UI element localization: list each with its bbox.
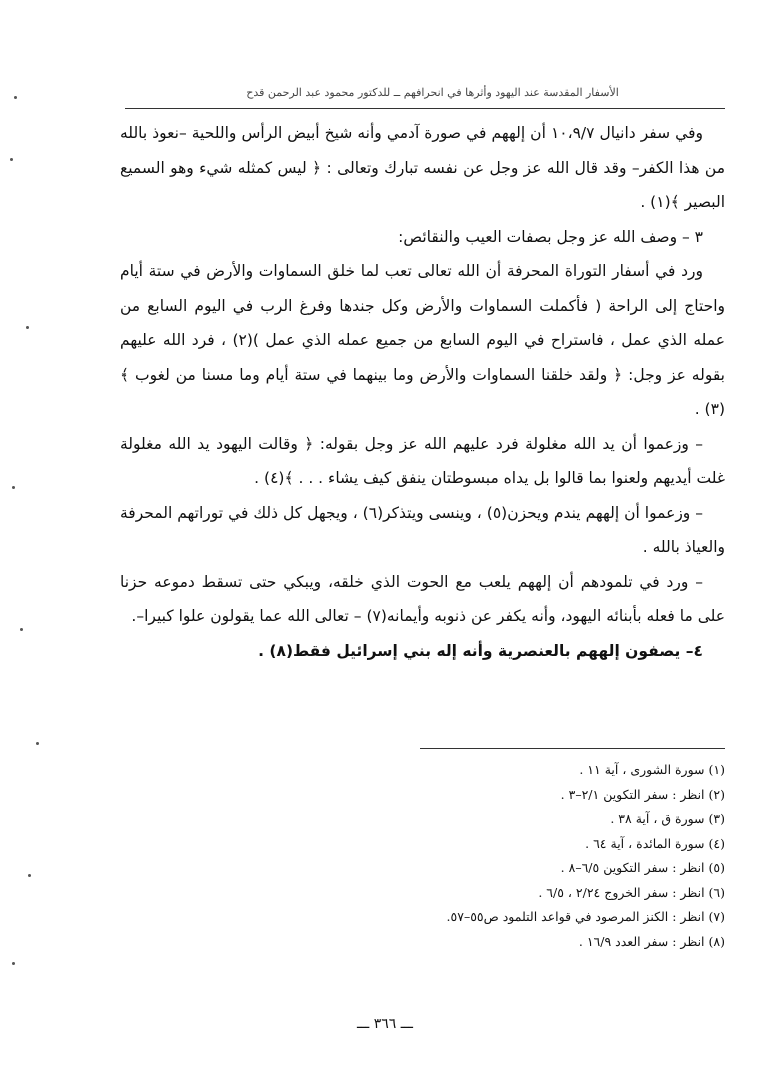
- footnote-2: (٢) انظر : سفر التكوين ٢/١–٣ .: [560, 786, 725, 802]
- footnote-4: (٤) سورة المائدة ، آية ٦٤ .: [585, 835, 725, 851]
- paragraph-creation-rest: ورد في أسفار التوراة المحرفة أن الله تعالى تعب لما خلق السماوات والأرض في ستة أيام واحتاج إلى الراحة ( فأكملت السماوات والأرض وكل جندها وفرغ الرب في اليوم السابع من عمله الذي عمل ، فاستراح في اليوم السابع من جميع عمله الذي عمل )(٢) ، فرد الله عليهم بقوله عز وجل: ﴿ ولقد خلقنا السماوات والأرض وما بينهما في ستة أيام وما مسنا من لغوب ﴾(٣) .: [120, 262, 725, 418]
- page-number: ـــ ٣٦٦ ـــ: [356, 1016, 414, 1032]
- scan-speck: [10, 158, 13, 161]
- scan-speck: [20, 628, 23, 631]
- scan-speck: [36, 742, 39, 745]
- footnote-rule: [420, 748, 725, 749]
- scan-speck: [14, 96, 17, 99]
- footnote-1: (١) سورة الشورى ، آية ١١ .: [579, 762, 725, 777]
- footnote-3: (٣) سورة ق ، آية ٣٨ .: [610, 811, 725, 826]
- footnote-5: (٥) انظر : سفر التكوين ٦/٥–٨ .: [560, 860, 725, 875]
- footnote-7: (٧) انظر : الكنز المرصود في قواعد التلمود ص٥٥–٥٧.: [446, 909, 725, 924]
- scan-speck: [26, 326, 29, 329]
- footnotes-list: [300, 758, 725, 954]
- scan-speck: [28, 874, 31, 877]
- paragraph-daniel: وفي سفر دانيال ١٠،٩/٧ أن إلههم في صورة آدمي وأنه شيخ أبيض الرأس واللحية –نعوذ بالله من هذا الكفر– وقد قال الله عز وجل عن نفسه تبارك وتعالى : ﴿ ليس كمثله شيء وهو السميع البصير ﴾(١) .: [120, 124, 725, 211]
- header-rule: [125, 108, 725, 109]
- paragraph-hand-chained: – وزعموا أن يد الله مغلولة فرد عليهم الله عز وجل بقوله: ﴿ وقالت اليهود يد الله مغلولة غلت أيديهم ولعنوا بما قالوا بل يداه مبسوطتان ينفق كيف يشاء . . . ﴾(٤) .: [120, 434, 725, 487]
- section-heading-3: ٣ – وصف الله عز وجل بصفات العيب والنقائص:: [398, 227, 703, 246]
- scan-speck: [12, 486, 15, 489]
- body-text: [120, 116, 725, 668]
- footnote-6: (٦) انظر : سفر الخروج ٢/٢٤ ، ٦/٥ .: [538, 884, 725, 900]
- paragraph-talmud: – ورد في تلمودهم أن إلههم يلعب مع الحوت الذي خلقه، ويبكي حتى تسقط دموعه حزنا على ما فعله بأبنائه اليهود، وأنه يكفر عن ذنوبه وأيمانه(٧) – تعالى الله عما يقولون علوا كبيرا–.: [120, 572, 725, 625]
- section-heading-4: ٤– يصفون إلههم بالعنصرية وأنه إله بني إسرائيل فقط(٨) .: [258, 641, 703, 660]
- footnote-8: (٨) انظر : سفر العدد ١٦/٩ .: [578, 933, 725, 949]
- scan-speck: [12, 962, 15, 965]
- running-header: الأسفار المقدسة عند اليهود وأثرها في انحرافهم ــ للدكتور محمود عبد الرحمن قدح: [246, 86, 619, 99]
- paragraph-regret-forget: – وزعموا أن إلههم يندم ويحزن(٥) ، وينسى ويتذكر(٦) ، ويجهل كل ذلك في توراتهم المحرفة والعياذ بالله .: [120, 503, 725, 556]
